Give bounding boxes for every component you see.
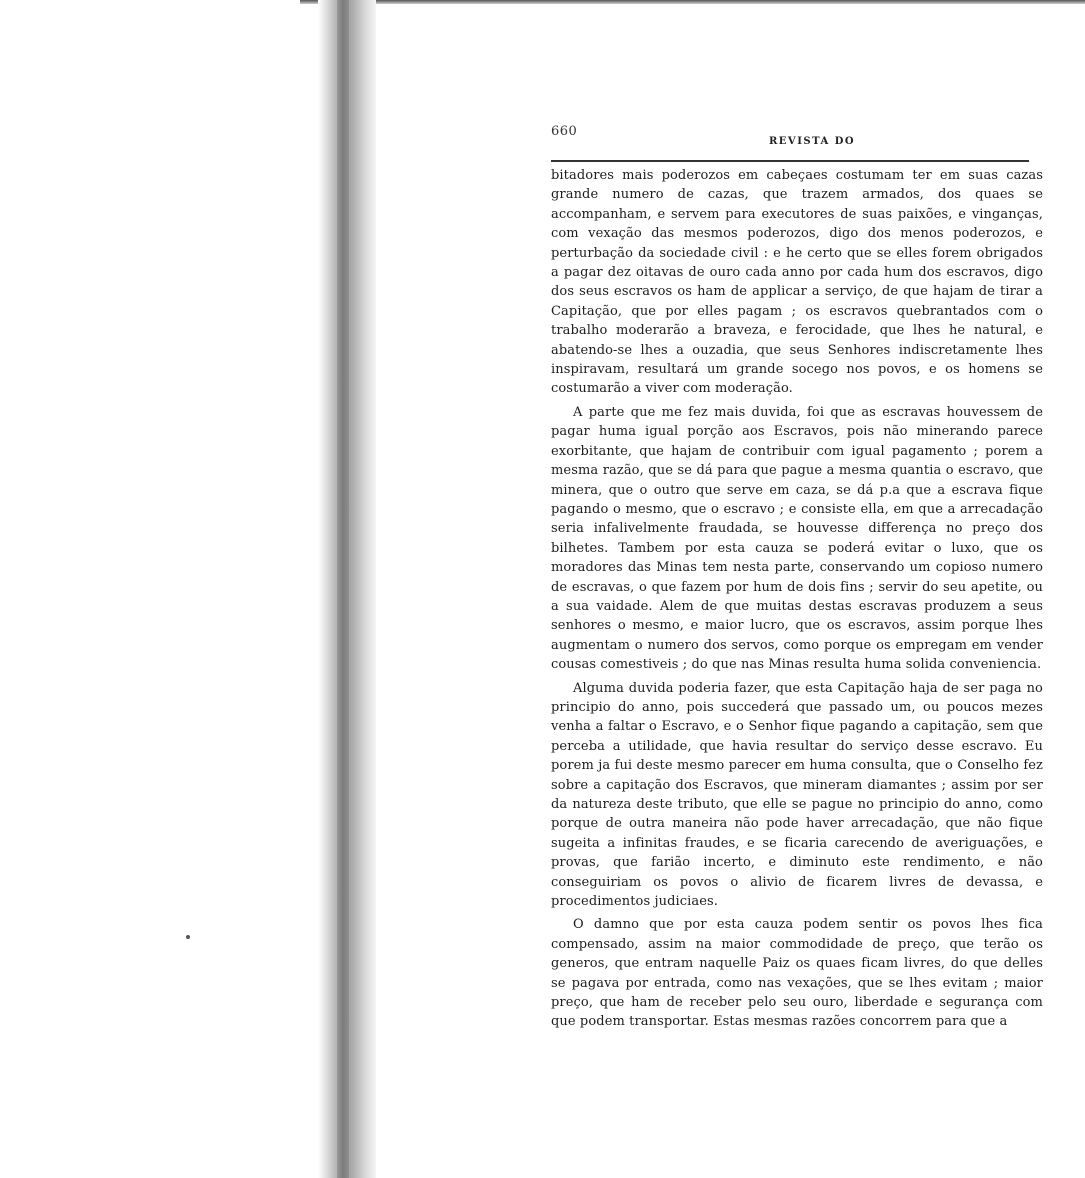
page-top-edge — [300, 0, 1085, 4]
page-number: 660 — [551, 124, 578, 139]
header-rule — [551, 160, 1029, 162]
body-text — [551, 166, 1043, 1032]
paragraph: bitadores mais poderozos em cabeçaes costumam ter em suas cazas grande numero de cazas, que trazem armados, dos quaes se accompanham, e servem para executores de suas paixões, e vinganças, com vexação das mesmos poderozos, digo dos menos poderozos, e perturbação da sociedade civil : e he certo que se elles forem obrigados a pagar dez oitavas de ouro cada anno por cada hum dos escravos, digo dos seus escravos os ham de applicar a serviço, de que hajam de tirar a Capitação, que por elles pagam ; os escravos quebrantados com o trabalho moderarão a braveza, e ferocidade, que lhes he natural, e abatendo-se lhes a ouzadia, que seus Senhores indiscretamente lhes inspiravam, resultará um grande socego nos povos, e os homens se costumarão a viver com moderação. — [551, 168, 1043, 397]
paragraph: A parte que me fez mais duvida, foi que as escravas houvessem de pagar huma igual porção aos Escravos, pois não minerando parece exorbitante, que hajam de contribuir com igual pagamento ; porem a mesma razão, que se dá para que pague a mesma quantia o escravo, que minera, que o outro que serve em caza, se dá p.a que a escrava fique pagando o mesmo, que o escravo ; e consiste ella, em que a arrecadação seria infalivelmente fraudada, se houvesse differença no preço dos bilhetes. Tambem por esta cauza se poderá evitar o luxo, que os moradores das Minas tem nesta parte, conservando um copioso numero de escravas, o que fazem por hum de dois fins ; servir do seu apetite, ou a sua vaidade. Alem de que muitas destas escravas produzem a seus senhores o mesmo, e maior lucro, que os escravos, assim porque lhes augmentam o numero dos servos, como porque os empregam em vender cousas comestiveis ; do que nas Minas resulta huma solida conveniencia. — [551, 404, 1043, 673]
book-spine — [337, 0, 349, 1178]
book-page — [551, 118, 1048, 1030]
scan-speck — [186, 935, 190, 939]
running-header — [551, 118, 1048, 148]
paragraph: O damno que por esta cauza podem sentir os povos lhes fica compensado, assim na maior commodidade de preço, que terão os generos, que entram naquelle Paiz os quaes ficam livres, do que delles se pagava por entrada, como nas vexações, que se lhes evitam ; maior preço, que ham de receber pelo seu ouro, liberdade e segurança com que podem transportar. Estas mesmas razões concorrem para que a — [551, 917, 1043, 1030]
paragraph: Alguma duvida poderia fazer, que esta Capitação haja de ser paga no principio do anno, pois succederá que passado um, ou poucos mezes venha a faltar o Escravo, e o Senhor fique pagando a capitação, sem que perceba a utilidade, que havia resultar do serviço desse escravo. Eu porem ja fui deste mesmo parecer em huma consulta, que o Conselho fez sobre a capitação dos Escravos, que mineram diamantes ; assim por ser da natureza deste tributo, que elle se pague no principio do anno, como porque de outra maneira não pode haver arrecadação, que não fique sugeita a infinitas fraudes, e se ficaria carecendo de averiguações, e provas, que farião incerto, e diminuto este rendimento, e não conseguiriam os povos o alivio de ficarem livres de devassa, e procedimentos judiciaes. — [551, 680, 1043, 910]
running-title: REVISTA DO — [769, 136, 856, 147]
